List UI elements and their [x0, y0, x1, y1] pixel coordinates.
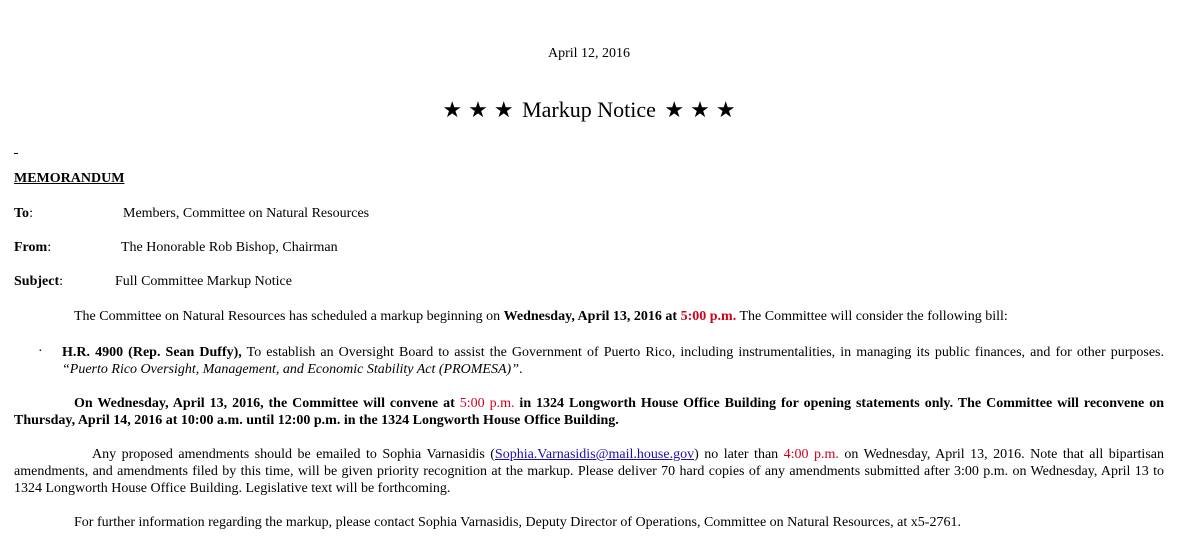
title-text: Markup Notice — [522, 97, 656, 122]
intro-paragraph: The Committee on Natural Resources has scheduled a markup beginning on Wednesday, April 13, 2016 at 5:00 p.m. The Committee will consider the following bill: — [74, 309, 1008, 324]
memorandum-heading: MEMORANDUM — [14, 171, 125, 186]
amendments-paragraph: Any proposed amendments should be emailed to Sophia Varnasidis (Sophia.Varnasidis@mail.house.gov) no later than 4:00 p.m. on Wednesday, April 13, 2016. Note that all bipartisan amendments, and amendments filed by this time, will be given priority recognition at the markup. Please deliver 70 hard copies of any amendments submitted after 3:00 p.m. on Wednesday, April 13 to 1324 Longworth House Office Building. Legislative text will be forthcoming. — [14, 447, 1164, 496]
star-icon: ★ — [664, 97, 685, 122]
bullet-icon: · — [38, 344, 43, 359]
bill-list-item: H.R. 4900 (Rep. Sean Duffy), To establish an Oversight Board to assist the Government of Puerto Rico, including instrumentalities, in managing its public finances, and for other purposes. “Puerto Rico Oversight, Management, and Economic Stability Act (PROMESA)”. — [62, 345, 1164, 377]
star-icon: ★ — [468, 97, 488, 122]
to-label: To: — [14, 206, 33, 221]
to-value: Members, Committee on Natural Resources — [123, 206, 370, 221]
star-icon: ★ — [715, 97, 736, 122]
contact-paragraph: For further information regarding the markup, please contact Sophia Varnasidis, Deputy Director of Operations, Committee on Natural Resources, at x5-2761. — [74, 515, 961, 530]
star-icon: ★ — [493, 97, 514, 122]
subject-value: Full Committee Markup Notice — [115, 274, 292, 289]
star-icon: ★ — [442, 97, 463, 122]
page-title — [0, 97, 1178, 123]
from-value: The Honorable Rob Bishop, Chairman — [121, 240, 338, 255]
subject-label: Subject: — [14, 274, 64, 289]
from-label: From: — [14, 240, 52, 255]
email-link[interactable]: Sophia.Varnasidis@mail.house.gov — [494, 447, 695, 462]
memo-date: April 12, 2016 — [547, 46, 631, 61]
star-icon: ★ — [690, 97, 710, 122]
divider-mark — [14, 153, 18, 154]
schedule-paragraph: On Wednesday, April 13, 2016, the Committee will convene at 5:00 p.m. in 1324 Longworth House Office Building for opening statements only. The Committee will reconvene on Thursday, April 14, 2016 at 10:00 a.m. until 12:00 p.m. in the 1324 Longworth House Office Building. — [14, 396, 1165, 428]
